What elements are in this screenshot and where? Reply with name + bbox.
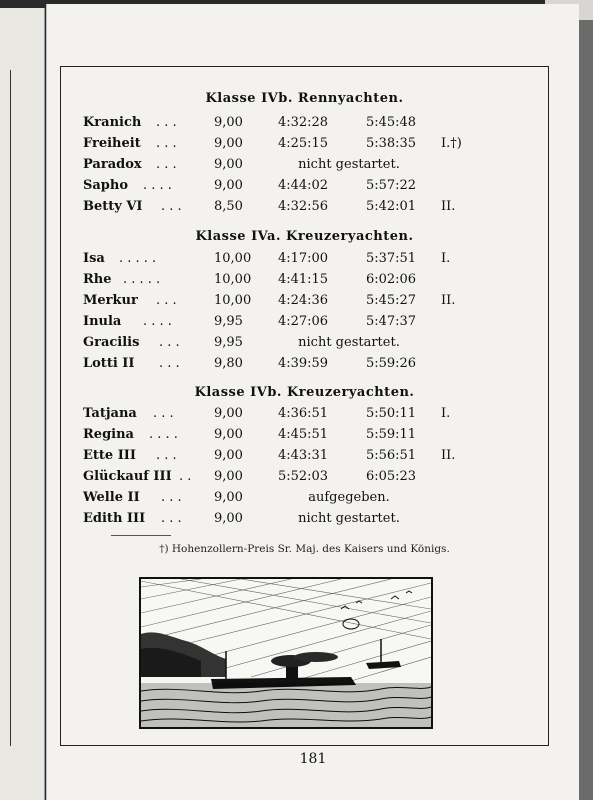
elapsed-time: 4:45:51 <box>277 427 329 442</box>
rating: 9,95 <box>214 335 243 350</box>
table-row <box>61 272 548 292</box>
rating: 9,00 <box>214 406 243 421</box>
rating: 9,00 <box>214 136 243 151</box>
rating: 10,00 <box>214 251 252 266</box>
yacht-name: Freiheit <box>83 136 141 151</box>
leader-dots: . . . <box>156 136 177 151</box>
leader-dots: . . . <box>156 157 177 172</box>
status-note: nicht gestartet. <box>298 157 400 172</box>
yacht-name: Lotti II <box>83 356 135 371</box>
yacht-name: Betty VI <box>83 199 143 214</box>
rating: 9,00 <box>214 469 243 484</box>
table-row <box>61 406 548 426</box>
finish-time: 5:45:48 <box>365 115 417 130</box>
rank: I. <box>441 406 451 421</box>
table-row <box>61 469 548 489</box>
yacht-name: Sapho <box>83 178 129 193</box>
rating: 9,00 <box>214 448 243 463</box>
footnote-divider <box>111 535 171 536</box>
status-note: nicht gestartet. <box>298 335 400 350</box>
leader-dots: . . . <box>161 199 182 214</box>
table-row <box>61 136 548 156</box>
finish-time: 5:37:51 <box>365 251 417 266</box>
table-row <box>61 178 548 198</box>
section-heading-2: Klasse IVa. Kreuzeryachten. <box>195 229 414 244</box>
finish-time: 5:57:22 <box>365 178 417 193</box>
rating: 9,00 <box>214 490 243 505</box>
yacht-name: Edith III <box>83 511 146 526</box>
leader-dots: . . . . <box>143 178 172 193</box>
rating: 9,00 <box>214 157 243 172</box>
elapsed-time: 4:17:00 <box>277 251 329 266</box>
steamship-illustration <box>139 577 433 729</box>
rank: II. <box>441 199 456 214</box>
yacht-name: Merkur <box>83 293 138 308</box>
book-page <box>46 4 579 800</box>
yacht-name: Regina <box>83 427 134 442</box>
table-row <box>61 293 548 313</box>
elapsed-time: 4:25:15 <box>277 136 329 151</box>
elapsed-time: 4:32:28 <box>277 115 329 130</box>
rank: II. <box>441 293 456 308</box>
yacht-name: Kranich <box>83 115 142 130</box>
elapsed-time: 4:27:06 <box>277 314 329 329</box>
rating: 9,00 <box>214 511 243 526</box>
table-row <box>61 356 548 376</box>
rating: 9,00 <box>214 115 243 130</box>
elapsed-time: 4:44:02 <box>277 178 329 193</box>
rating: 10,00 <box>214 293 252 308</box>
finish-time: 5:56:51 <box>365 448 417 463</box>
finish-time: 5:59:26 <box>365 356 417 371</box>
table-row <box>61 314 548 334</box>
rating: 8,50 <box>214 199 243 214</box>
leader-dots: . . . . . <box>119 251 157 266</box>
finish-time: 6:05:23 <box>365 469 417 484</box>
finish-time: 5:42:01 <box>365 199 417 214</box>
elapsed-time: 4:24:36 <box>277 293 329 308</box>
table-row <box>61 115 548 135</box>
finish-time: 5:38:35 <box>365 136 417 151</box>
facing-page-frame-edge <box>0 70 11 746</box>
leader-dots: . . . <box>159 356 180 371</box>
table-row <box>61 490 548 510</box>
rating: 9,80 <box>214 356 243 371</box>
table-row <box>61 199 548 219</box>
elapsed-time: 4:39:59 <box>277 356 329 371</box>
leader-dots: . . . . <box>149 427 178 442</box>
yacht-name: Isa <box>83 251 105 266</box>
table-row <box>61 427 548 447</box>
rating: 10,00 <box>214 272 252 287</box>
rank: II. <box>441 448 456 463</box>
yacht-name: Gracilis <box>83 335 140 350</box>
table-row <box>61 251 548 271</box>
leader-dots: . . . . . <box>123 272 161 287</box>
leader-dots: . . . . <box>143 314 172 329</box>
finish-time: 5:45:27 <box>365 293 417 308</box>
section-heading-1: Klasse IVb. Rennyachten. <box>205 91 404 106</box>
finish-time: 5:50:11 <box>365 406 417 421</box>
leader-dots: . . . <box>156 293 177 308</box>
book-edge <box>578 20 593 800</box>
elapsed-time: 4:36:51 <box>277 406 329 421</box>
table-row <box>61 335 548 355</box>
section-heading-3: Klasse IVb. Kreuzeryachten. <box>194 385 415 400</box>
leader-dots: . . . <box>156 115 177 130</box>
finish-time: 6:02:06 <box>365 272 417 287</box>
status-note: nicht gestartet. <box>298 511 400 526</box>
page-number: 181 <box>299 751 327 767</box>
rating: 9,95 <box>214 314 243 329</box>
table-row <box>61 448 548 468</box>
footnote: †) Hohenzollern-Preis Sr. Maj. des Kaisers und Königs. <box>159 543 450 555</box>
leader-dots: . . . <box>161 511 182 526</box>
leader-dots: . . . <box>156 448 177 463</box>
leader-dots: . . . <box>153 406 174 421</box>
finish-time: 5:59:11 <box>365 427 417 442</box>
rating: 9,00 <box>214 178 243 193</box>
table-row <box>61 157 548 177</box>
elapsed-time: 4:41:15 <box>277 272 329 287</box>
yacht-name: Inula <box>83 314 122 329</box>
elapsed-time: 4:32:56 <box>277 199 329 214</box>
yacht-name: Ette III <box>83 448 136 463</box>
rating: 9,00 <box>214 427 243 442</box>
engraving-image <box>141 579 431 727</box>
content-frame <box>60 66 549 746</box>
yacht-name: Rhe <box>83 272 112 287</box>
elapsed-time: 5:52:03 <box>277 469 329 484</box>
table-row <box>61 511 548 531</box>
facing-page <box>0 8 45 800</box>
leader-dots: . . . <box>161 490 182 505</box>
yacht-name: Glückauf III <box>83 469 172 484</box>
leader-dots: . . . <box>159 335 180 350</box>
leader-dots: . . <box>179 469 192 484</box>
yacht-name: Welle II <box>83 490 140 505</box>
status-note: aufgegeben. <box>308 490 390 505</box>
rank: I. <box>441 251 451 266</box>
finish-time: 5:47:37 <box>365 314 417 329</box>
elapsed-time: 4:43:31 <box>277 448 329 463</box>
rank: I.†) <box>441 136 462 151</box>
yacht-name: Tatjana <box>83 406 137 421</box>
yacht-name: Paradox <box>83 157 142 172</box>
